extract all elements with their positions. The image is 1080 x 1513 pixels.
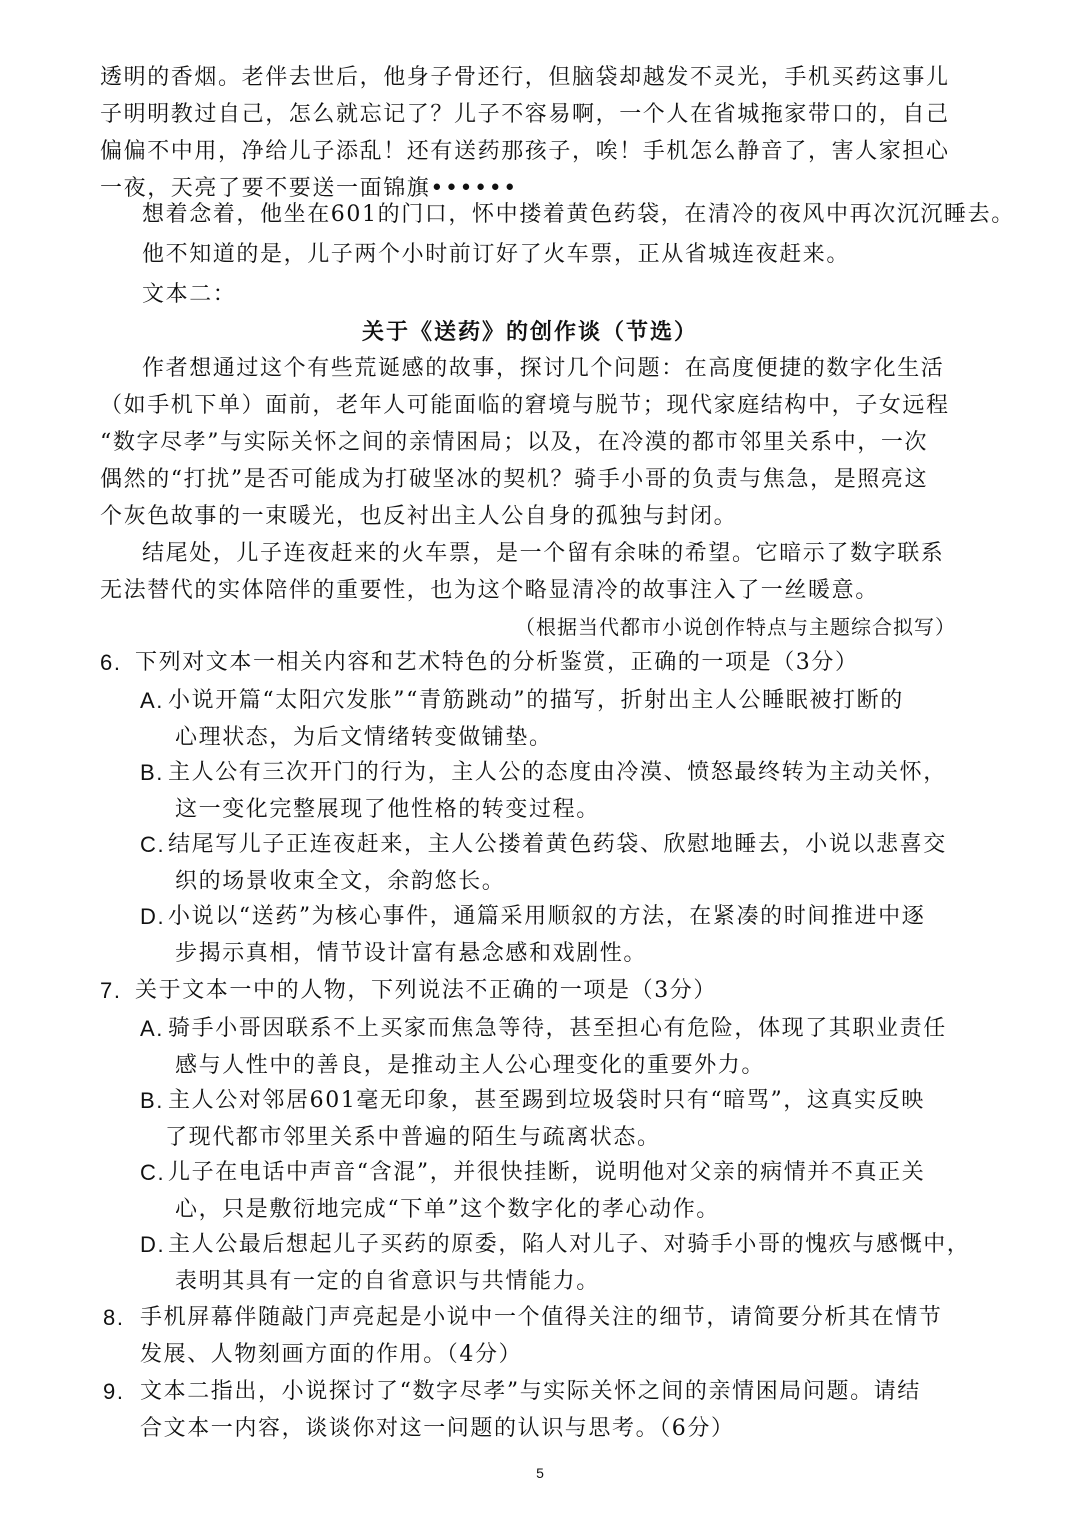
question-stem: 文本二指出，小说探讨了“数字尽孝”与实际关怀之间的亲情困局问题。请结 [140,1379,921,1404]
body-line: 结尾处，儿子连夜赶来的火车票，是一个留有余味的希望。它暗示了数字联系 [142,541,945,566]
option-label: D. [140,904,166,929]
body-line: 作者想通过这个有些荒诞感的故事，探讨几个问题：在高度便捷的数字化生活 [142,356,945,381]
option-text: 织的场景收束全文，余韵悠长。 [175,869,506,894]
paragraph: 他不知道的是，儿子两个小时前订好了火车票，正从省城连夜赶来。 [142,242,851,267]
body-line: “数字尽孝”与实际关怀之间的亲情困局；以及，在冷漠的都市邻里关系中，一次 [100,430,929,455]
section-title: 关于《送药》的创作谈（节选） [362,319,699,345]
option-text: 骑手小哥因联系不上买家而焦急等待，甚至担心有危险，体现了其职业责任 [168,1016,947,1041]
question-stem: 合文本一内容，谈谈你对这一问题的认识与思考。（6分） [140,1416,735,1441]
option-text: 主人公有三次开门的行为，主人公的态度由冷漠、愤怒最终转为主动关怀， [168,760,947,785]
option-label: C. [140,832,166,857]
source-note: （根据当代都市小说创作特点与主题综合拟写） [515,615,956,639]
paragraph: 想着念着，他坐在601的门口，怀中搂着黄色药袋，在清冷的夜风中再次沉沉睡去。 [142,202,1015,227]
option-text: 感与人性中的善良，是推动主人公心理变化的重要外力。 [175,1053,766,1078]
option-label: C. [140,1160,166,1185]
option-text: 心理状态，为后文情绪转变做铺垫。 [175,725,553,750]
question-number: 8. [103,1305,125,1330]
body-line: 透明的香烟。老伴去世后，他身子骨还行，但脑袋却越发不灵光，手机买药这事儿 [100,65,950,90]
question-number: 6. [100,650,122,675]
question-number: 7. [100,978,122,1003]
option-label: A. [140,1016,164,1041]
question-stem: 发展、人物刻画方面的作用。（4分） [140,1342,523,1367]
body-line: 子明明教过自己，怎么就忘记了？儿子不容易啊，一个人在省城拖家带口的，自己 [100,102,950,127]
body-line: 一夜，天亮了要不要送一面锦旗•••••• [100,176,518,201]
question-stem: 关于文本一中的人物，下列说法不正确的一项是（3分） [135,978,717,1003]
option-label: B. [140,1088,164,1113]
option-text: 主人公对邻居601毫无印象，甚至踢到垃圾袋时只有“暗骂”，这真实反映 [168,1088,925,1113]
option-text: 小说以“送药”为核心事件，通篇采用顺叙的方法，在紧凑的时间推进中逐 [168,904,926,929]
option-text: 了现代都市邻里关系中普遍的陌生与疏离状态。 [165,1125,661,1150]
question-stem: 手机屏幕伴随敲门声亮起是小说中一个值得关注的细节，请简要分析其在情节 [140,1305,943,1330]
option-text: 这一变化完整展现了他性格的转变过程。 [175,797,600,822]
option-text: 小说开篇“太阳穴发胀”“青筋跳动”的描写，折射出主人公睡眠被打断的 [168,688,904,713]
option-label: D. [140,1232,166,1257]
question-number: 9. [103,1379,125,1404]
option-label: A. [140,688,164,713]
option-text: 步揭示真相，情节设计富有悬念感和戏剧性。 [175,941,648,966]
body-line: 偏偏不中用，净给儿子添乱！还有送药那孩子，唉！手机怎么静音了，害人家担心 [100,139,950,164]
section-label: 文本二： [142,282,237,307]
body-line: 个灰色故事的一束暖光，也反衬出主人公自身的孤独与封闭。 [100,504,738,529]
option-label: B. [140,760,164,785]
body-line: 偶然的“打扰”是否可能成为打破坚冰的契机？骑手小哥的负责与焦急，是照亮这 [100,467,929,492]
option-text: 结尾写儿子正连夜赶来，主人公搂着黄色药袋、欣慰地睡去，小说以悲喜交 [168,832,947,857]
page-number: 5 [536,1465,544,1481]
option-text: 表明其具有一定的自省意识与共情能力。 [175,1269,600,1294]
option-text: 心，只是敷衍地完成“下单”这个数字化的孝心动作。 [175,1197,720,1222]
question-stem: 下列对文本一相关内容和艺术特色的分析鉴赏，正确的一项是（3分） [135,650,859,675]
body-line: （如手机下单）面前，老年人可能面临的窘境与脱节；现代家庭结构中，子女远程 [100,393,950,418]
option-text: 儿子在电话中声音“含混”，并很快挂断，说明他对父亲的病情并不真正关 [168,1160,926,1185]
body-line: 无法替代的实体陪伴的重要性，也为这个略显清冷的故事注入了一丝暖意。 [100,578,879,603]
option-text: 主人公最后想起儿子买药的原委，陷人对儿子、对骑手小哥的愧疚与感慨中， [168,1232,971,1257]
